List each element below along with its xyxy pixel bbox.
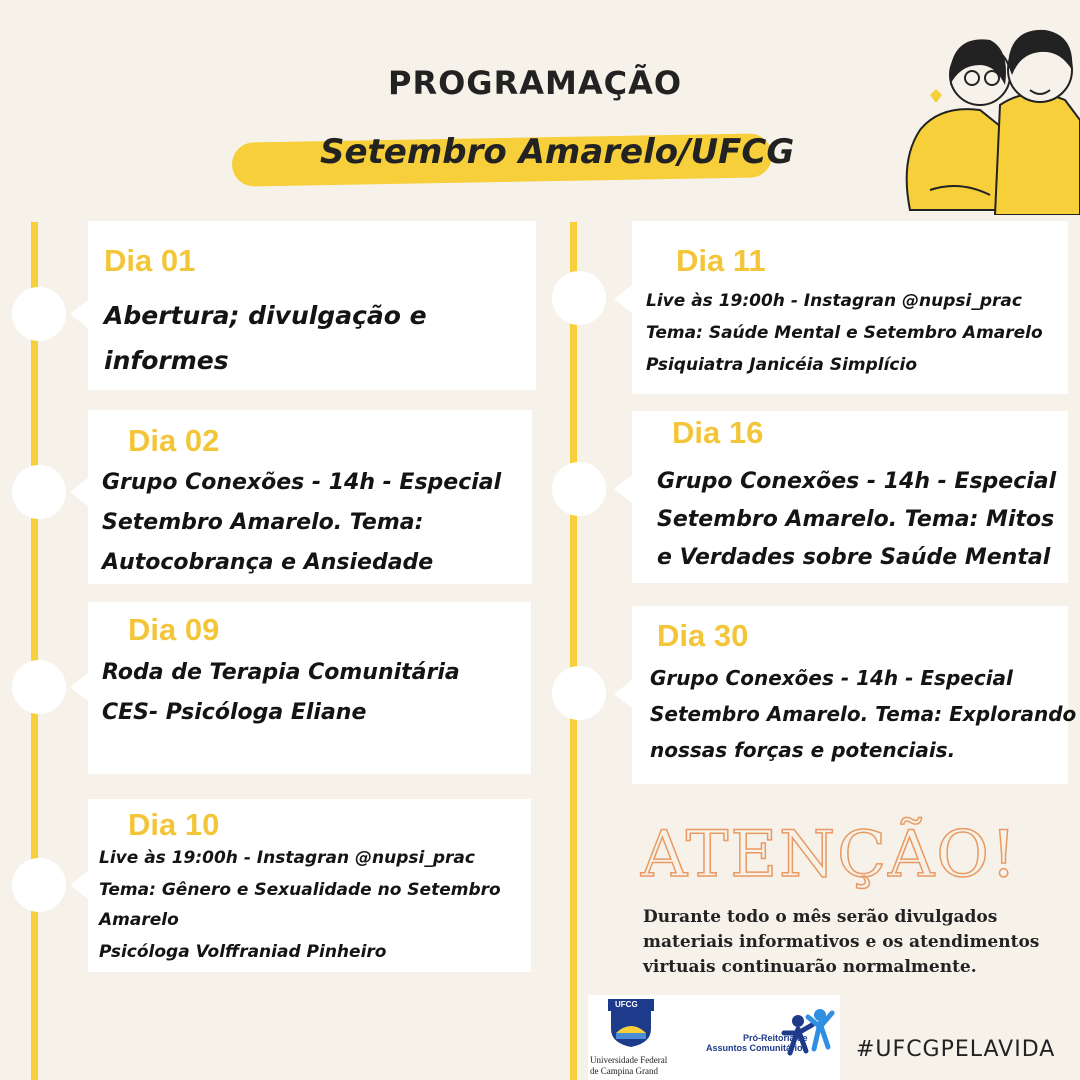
event-day: Dia 30 <box>657 618 749 653</box>
event-card-dia-11 <box>632 221 1068 394</box>
event-text: Grupo Conexões - 14h - Especial <box>657 469 1057 494</box>
event-text: Autocobrança e Ansiedade <box>102 550 434 575</box>
event-text: Tema: Gênero e Sexualidade no Setembro <box>99 880 501 900</box>
card-pointer <box>70 478 88 506</box>
event-text: Grupo Conexões - 14h - Especial <box>102 470 502 495</box>
event-text: nossas forças e potenciais. <box>650 738 956 762</box>
event-day: Dia 11 <box>676 243 766 278</box>
event-card-dia-10 <box>88 799 531 972</box>
card-pointer <box>614 680 632 708</box>
event-text: Live às 19:00h - Instagran @nupsi_prac <box>646 291 1022 311</box>
timeline-dot <box>552 462 606 516</box>
event-text: Live às 19:00h - Instagran @nupsi_prac <box>99 848 475 868</box>
notice-line: Durante todo o mês serão divulgados <box>643 907 998 927</box>
event-text: Roda de Terapia Comunitária <box>102 660 460 685</box>
timeline-dot <box>12 287 66 341</box>
timeline-line-left <box>31 222 38 1080</box>
ufcg-name-line: de Campina Grand <box>590 1066 658 1076</box>
event-text: Setembro Amarelo. Tema: Explorando <box>650 702 1077 726</box>
event-text: Setembro Amarelo. Tema: Mitos <box>657 507 1055 532</box>
event-text: informes <box>104 346 229 375</box>
notice-line: materiais informativos e os atendimentos <box>643 932 1040 952</box>
event-text: Abertura; divulgação e <box>104 301 427 330</box>
event-day: Dia 01 <box>104 243 196 278</box>
event-day: Dia 09 <box>128 612 220 647</box>
prac-name-line: Assuntos Comunitários <box>706 1043 808 1053</box>
event-text: Amarelo <box>99 910 179 930</box>
event-text: e Verdades sobre Saúde Mental <box>657 545 1051 570</box>
prac-name-line: Pró-Reitoria de <box>743 1033 808 1043</box>
timeline-dot <box>12 465 66 519</box>
event-text: Setembro Amarelo. Tema: <box>102 510 424 535</box>
event-card-dia-01 <box>88 221 536 390</box>
card-pointer <box>70 871 88 899</box>
page-title: PROGRAMAÇÃO <box>388 64 683 102</box>
timeline-dot <box>12 858 66 912</box>
event-card-dia-02 <box>88 410 532 584</box>
card-pointer <box>70 673 88 701</box>
event-card-dia-09 <box>88 602 531 774</box>
event-text: Tema: Saúde Mental e Setembro Amarelo <box>646 323 1043 343</box>
notice-text <box>643 905 1063 980</box>
card-pointer <box>614 285 632 313</box>
ufcg-name-line: Universidade Federal <box>590 1055 668 1065</box>
timeline-dot <box>552 666 606 720</box>
timeline-dot <box>552 271 606 325</box>
event-card-dia-16 <box>632 411 1068 583</box>
event-text: Psicóloga Volffraniad Pinheiro <box>99 942 387 962</box>
notice-line: virtuais continuarão normalmente. <box>643 957 977 977</box>
event-text: Psiquiatra Janicéia Simplício <box>646 355 918 375</box>
card-pointer <box>614 475 632 503</box>
event-card-dia-30 <box>632 606 1077 784</box>
timeline-line-right <box>570 222 577 1080</box>
prac-people-icon <box>780 1003 836 1073</box>
ufcg-badge-text: UFCG <box>615 1000 638 1009</box>
attention-heading: ATENÇÃO! <box>641 818 1019 892</box>
couple-illustration <box>900 10 1080 215</box>
event-day: Dia 16 <box>672 415 764 450</box>
card-pointer <box>70 300 88 328</box>
logos-panel <box>588 995 840 1080</box>
event-day: Dia 10 <box>128 807 220 842</box>
hashtag: #UFCGPELAVIDA <box>856 1037 1056 1062</box>
page-subtitle: Setembro Amarelo/UFCG <box>320 132 795 172</box>
event-text: Grupo Conexões - 14h - Especial <box>650 666 1013 690</box>
timeline-dot <box>12 660 66 714</box>
ufcg-name <box>590 1055 667 1077</box>
event-text: CES- Psicóloga Eliane <box>102 700 367 725</box>
event-day: Dia 02 <box>128 423 220 458</box>
